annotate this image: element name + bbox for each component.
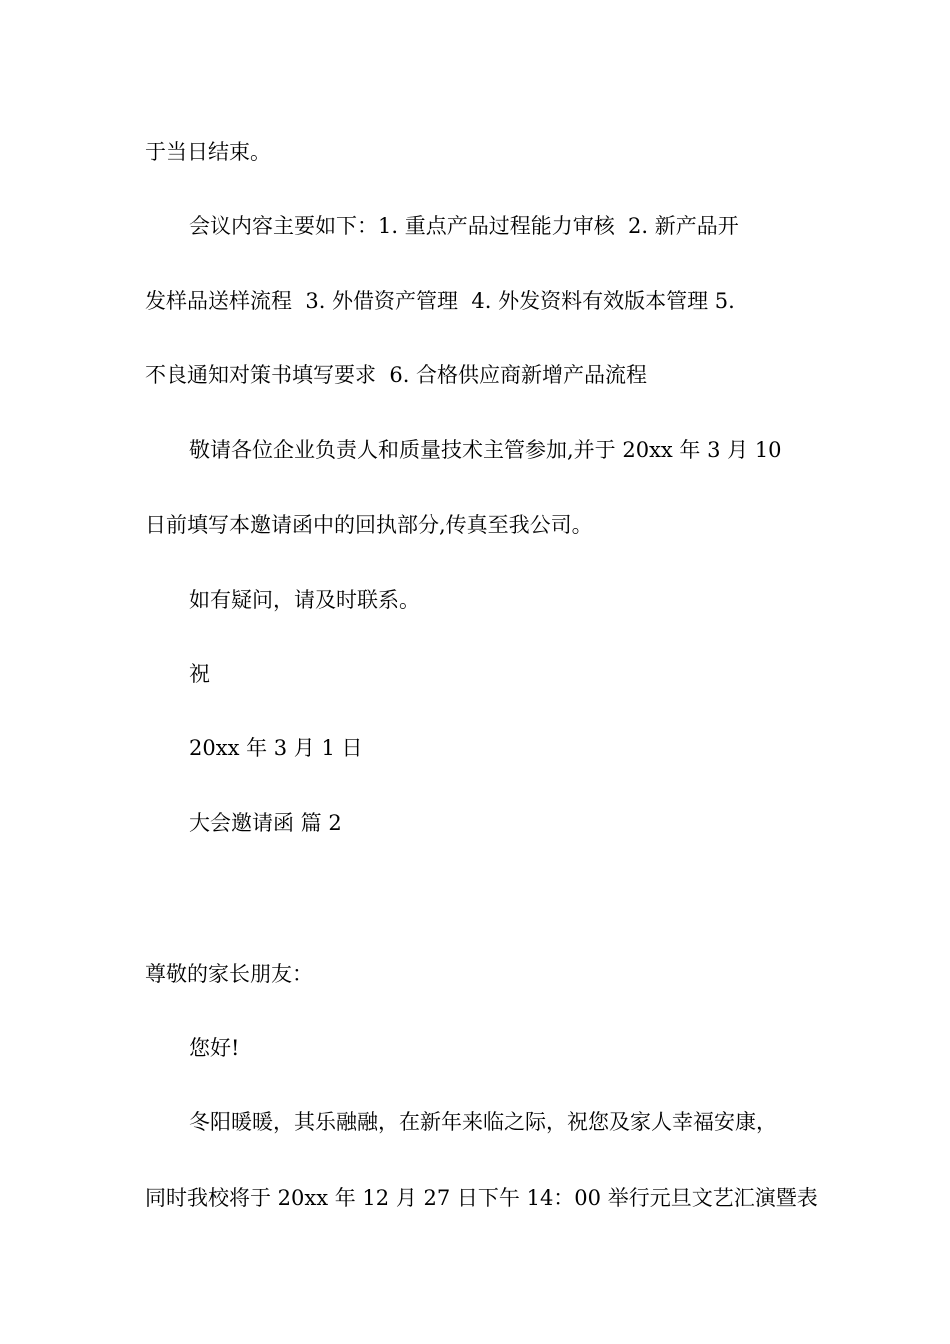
- paragraph-line: 于当日结束。: [145, 140, 271, 164]
- paragraph-line: 同时我校将于 20xx 年 12 月 27 日下午 14：00 举行元旦文艺汇演暨表: [145, 1186, 818, 1210]
- section-heading: 大会邀请函 篇 2: [189, 811, 342, 835]
- paragraph-line: 您好!: [189, 1036, 240, 1060]
- paragraph-line: 敬请各位企业负责人和质量技术主管参加,并于 20xx 年 3 月 10: [189, 438, 782, 462]
- paragraph-line: 会议内容主要如下：1. 重点产品过程能力审核 2. 新产品开: [189, 214, 739, 238]
- paragraph-line: 发样品送样流程 3. 外借资产管理 4. 外发资料有效版本管理 5.: [145, 289, 735, 313]
- paragraph-line: 如有疑问，请及时联系。: [189, 588, 420, 612]
- greeting-line: 尊敬的家长朋友：: [145, 962, 313, 986]
- date-line: 20xx 年 3 月 1 日: [189, 736, 363, 760]
- paragraph-line: 不良通知对策书填写要求 6. 合格供应商新增产品流程: [145, 363, 648, 387]
- paragraph-line: 冬阳暖暖，其乐融融，在新年来临之际，祝您及家人幸福安康，: [189, 1110, 777, 1134]
- paragraph-line: 日前填写本邀请函中的回执部分,传真至我公司。: [145, 513, 593, 537]
- salutation-line: 祝: [189, 662, 210, 686]
